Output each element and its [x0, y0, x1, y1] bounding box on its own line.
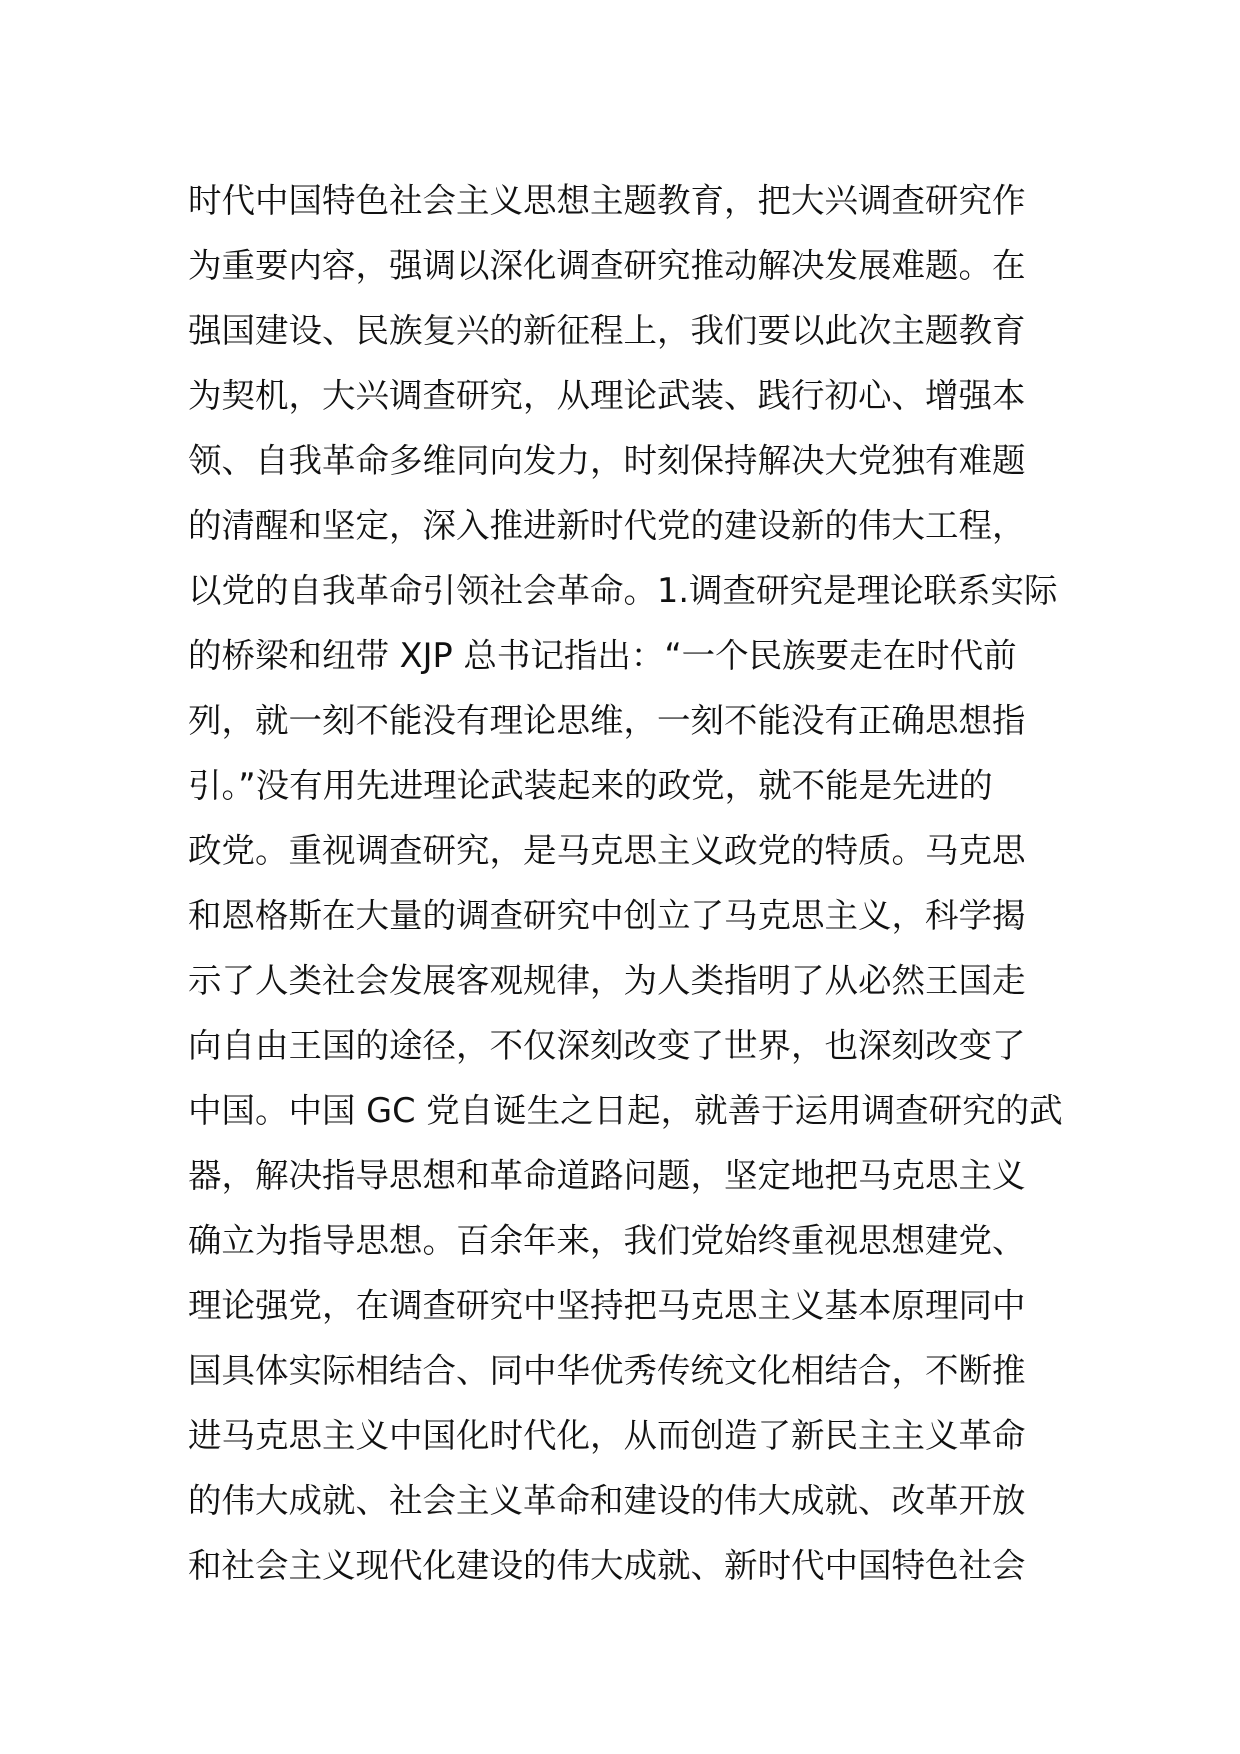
text-line: 的清醒和坚定，深入推进新时代党的建设新的伟大工程， — [188, 506, 1026, 545]
text-line: 国具体实际相结合、同中华优秀传统文化相结合，不断推 — [188, 1351, 1026, 1390]
body-paragraph — [188, 168, 1068, 1598]
text-line: 的伟大成就、社会主义革命和建设的伟大成就、改革开放 — [188, 1481, 1026, 1520]
text-line: 器，解决指导思想和革命道路问题，坚定地把马克思主义 — [188, 1156, 1026, 1195]
text-line: 时代中国特色社会主义思想主题教育，把大兴调查研究作 — [188, 181, 1026, 220]
text-line: 示了人类社会发展客观规律，为人类指明了从必然王国走 — [188, 961, 1026, 1000]
text-line: 为契机，大兴调查研究，从理论武装、践行初心、增强本 — [188, 376, 1026, 415]
text-line: 领、自我革命多维同向发力，时刻保持解决大党独有难题 — [188, 441, 1026, 480]
text-line: 和恩格斯在大量的调查研究中创立了马克思主义，科学揭 — [188, 896, 1026, 935]
text-line: 向自由王国的途径，不仅深刻改变了世界，也深刻改变了 — [188, 1026, 1026, 1065]
text-line: 中国。中国 GC 党自诞生之日起，就善于运用调查研究的武 — [188, 1091, 1063, 1130]
text-line: 理论强党，在调查研究中坚持把马克思主义基本原理同中 — [188, 1286, 1026, 1325]
text-line: 强国建设、民族复兴的新征程上，我们要以此次主题教育 — [188, 311, 1026, 350]
text-line: 以党的自我革命引领社会革命。1.调查研究是理论联系实际 — [188, 571, 1058, 610]
text-line: 确立为指导思想。百余年来，我们党始终重视思想建党、 — [188, 1221, 1026, 1260]
text-line: 政党。重视调查研究，是马克思主义政党的特质。马克思 — [188, 831, 1026, 870]
text-line: 进马克思主义中国化时代化，从而创造了新民主主义革命 — [188, 1416, 1026, 1455]
text-line: 列，就一刻不能没有理论思维，一刻不能没有正确思想指 — [188, 701, 1026, 740]
text-line: 的桥梁和纽带 XJP 总书记指出：“一个民族要走在时代前 — [188, 636, 1017, 675]
text-line: 引。”没有用先进理论武装起来的政党，就不能是先进的 — [188, 766, 993, 805]
text-line: 为重要内容，强调以深化调查研究推动解决发展难题。在 — [188, 246, 1026, 285]
text-line: 和社会主义现代化建设的伟大成就、新时代中国特色社会 — [188, 1546, 1026, 1585]
